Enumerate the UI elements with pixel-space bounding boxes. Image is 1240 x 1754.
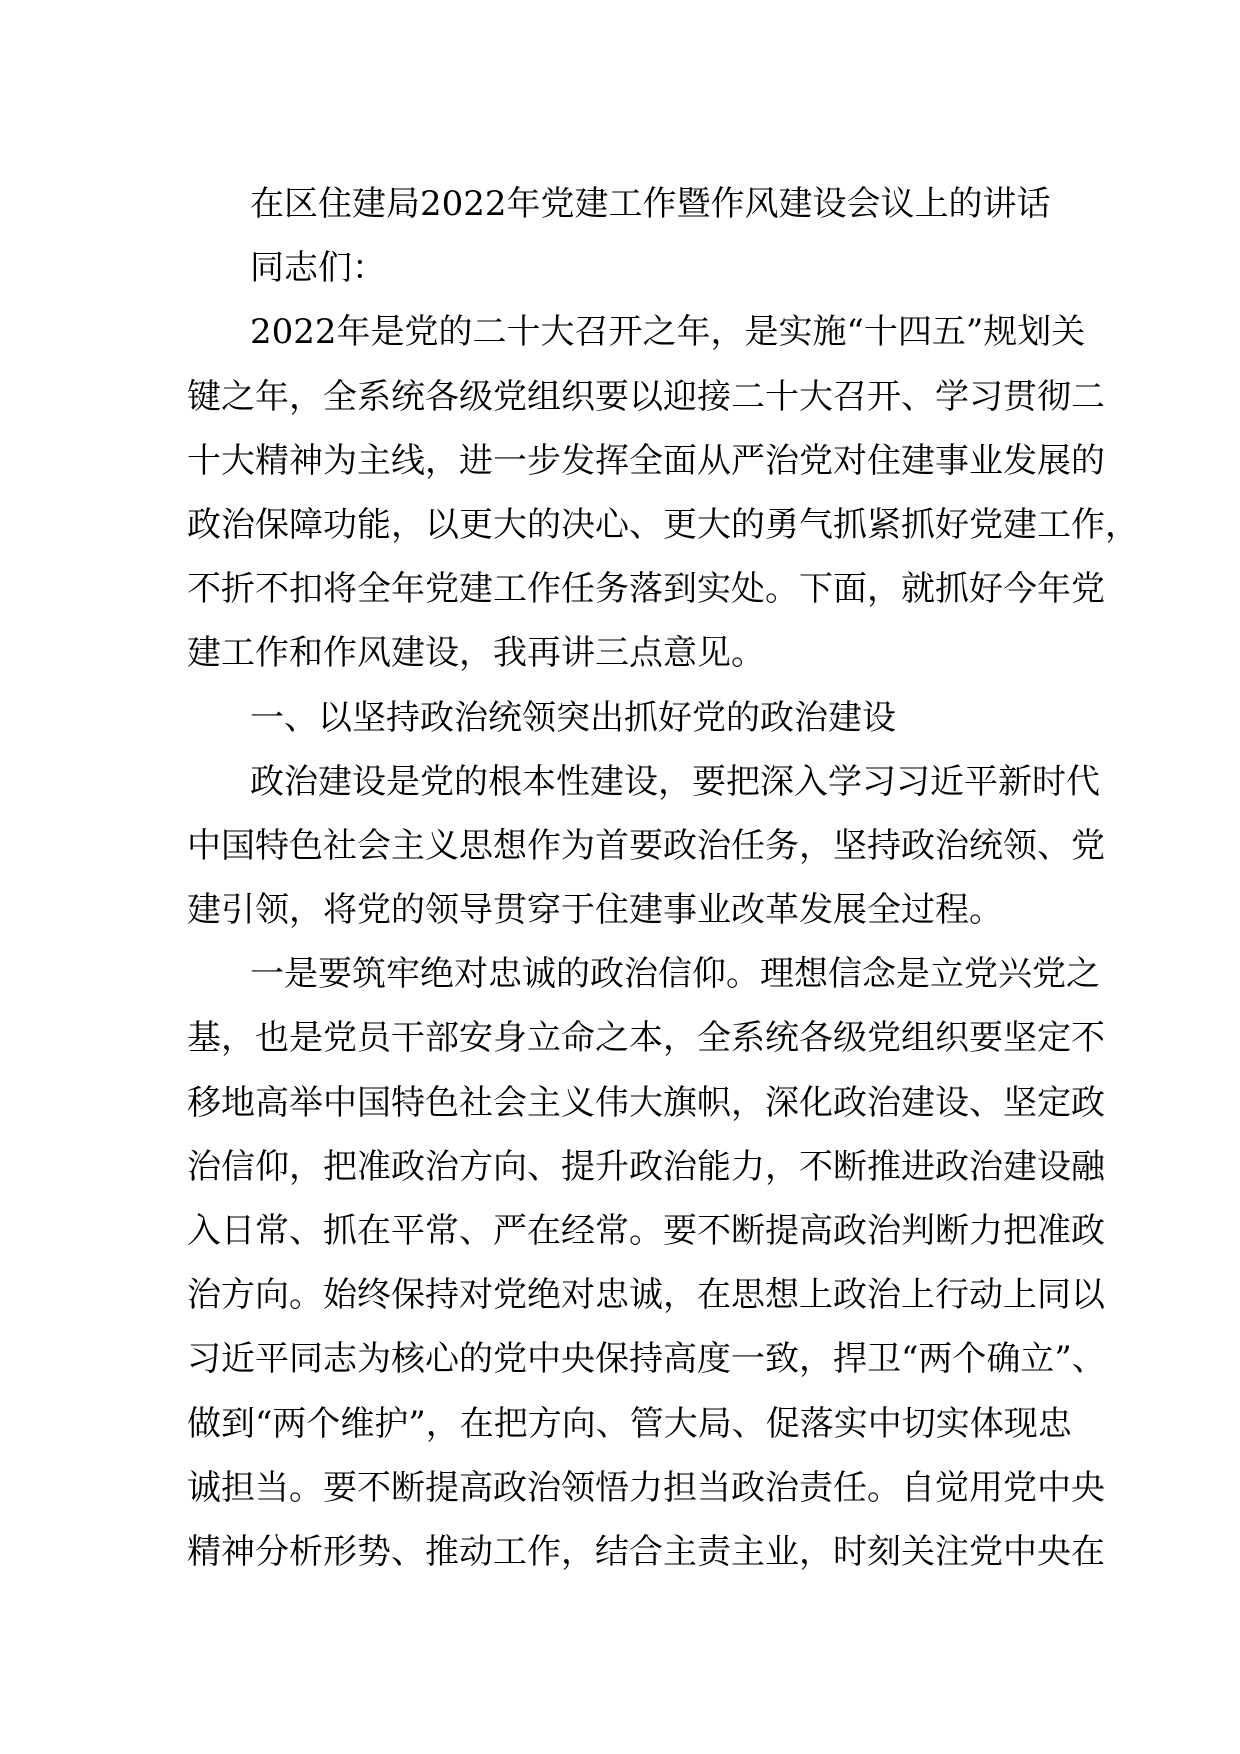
paragraph-line: 政治建设是党的根本性建设，要把深入学习习近平新时代: [250, 761, 1100, 802]
paragraph-line: 不折不扣将全年党建工作任务落到实处。下面，就抓好今年党: [187, 569, 1105, 610]
paragraph-line: 一是要筑牢绝对忠诚的政治信仰。理想信念是立党兴党之: [250, 954, 1100, 995]
paragraph-line: 十大精神为主线，进一步发挥全面从严治党对住建事业发展的: [187, 440, 1105, 481]
paragraph-line: 入日常、抓在平常、严在经常。要不断提高政治判断力把准政: [187, 1211, 1105, 1251]
section-heading: 一、以坚持政治统领突出抓好党的政治建设: [250, 697, 896, 738]
document-body: [187, 172, 1139, 1584]
paragraph-line: 中国特色社会主义思想作为首要政治任务，坚持政治统领、党: [187, 825, 1105, 866]
salutation: 同志们：: [250, 248, 386, 289]
paragraph-line: 移地高举中国特色社会主义伟大旗帜，深化政治建设、坚定政: [187, 1082, 1105, 1123]
document-title: 在区住建局2022年党建工作暨作风建设会议上的讲话: [250, 184, 1051, 224]
paragraph-line: 精神分析形势、推动工作，结合主责主业，时刻关注党中央在: [187, 1531, 1105, 1572]
paragraph-line: 诚担当。要不断提高政治领悟力担当政治责任。自觉用党中央: [187, 1467, 1105, 1508]
paragraph-line: 习近平同志为核心的党中央保持高度一致，捍卫“两个确立”、: [187, 1339, 1106, 1380]
paragraph-line: 基，也是党员干部安身立命之本，全系统各级党组织要坚定不: [187, 1018, 1105, 1059]
paragraph-line: 治方向。始终保持对党绝对忠诚，在思想上政治上行动上同以: [187, 1275, 1105, 1316]
paragraph-line: 建引领，将党的领导贯穿于住建事业改革发展全过程。: [187, 890, 1003, 931]
paragraph-line: 建工作和作风建设，我再讲三点意见。: [187, 633, 765, 674]
paragraph-line: 政治保障功能，以更大的决心、更大的勇气抓紧抓好党建工作，: [187, 504, 1139, 545]
paragraph-line: 键之年，全系统各级党组织要以迎接二十大召开、学习贯彻二: [187, 376, 1105, 417]
paragraph-line: 治信仰，把准政治方向、提升政治能力，不断推进政治建设融: [187, 1146, 1105, 1187]
paragraph-line: 2022年是党的二十大召开之年，是实施“十四五”规划关: [250, 312, 1086, 353]
paragraph-line: 做到“两个维护”，在把方向、管大局、促落实中切实体现忠: [187, 1403, 1072, 1444]
